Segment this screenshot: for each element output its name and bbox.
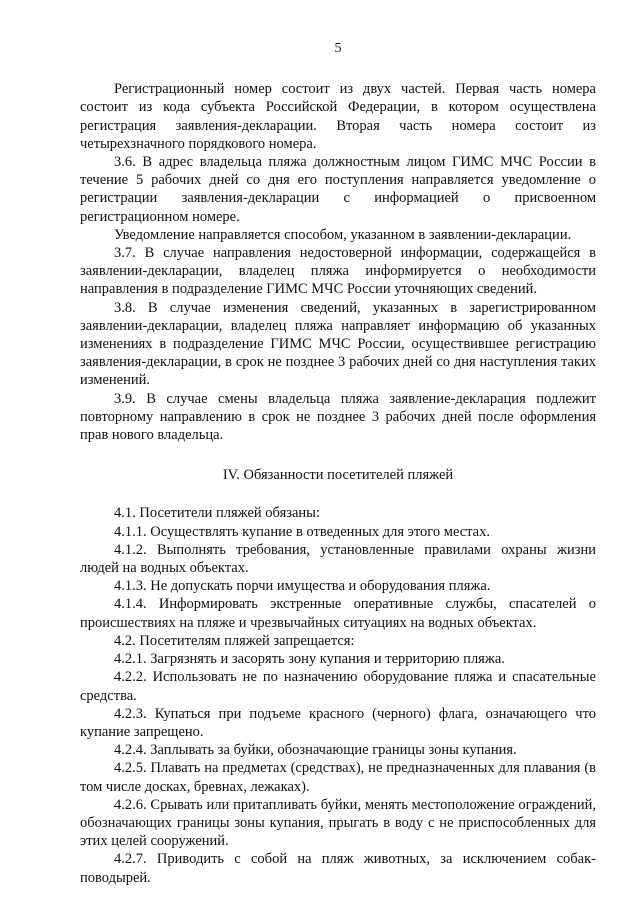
page-number: 5	[334, 41, 342, 56]
paragraph-registration-number: Регистрационный номер состоит из двух частей. Первая часть номера состоит из кода субъекта Российской Федерации, в котором осуществлена регистрация заявления-декларации. Вторая часть номера состоит из четырехзначного порядкового номера.	[80, 81, 596, 152]
paragraph-3-8: 3.8. В случае изменения сведений, указанных в зарегистрированном заявлении-декларации, владелец пляжа направляет информацию об указанных изменениях в подразделение ГИМС МЧС России, осуществившее регистрацию заявления-декларации, в срок не позднее 3 рабочих дней со дня наступления таких изменений.	[80, 299, 596, 389]
paragraph-4-2-6: 4.2.6. Срывать или притапливать буйки, менять местоположение ограждений, обозначающих границы зоны купания, прыгать в воду с не приспособленных для этих целей сооружений.	[80, 796, 596, 850]
paragraph-4-1: 4.1. Посетители пляжей обязаны:	[114, 505, 320, 522]
paragraph-4-2-3: 4.2.3. Купаться при подъеме красного (черного) флага, означающего что купание запрещено.	[80, 705, 596, 740]
paragraph-4-2-2: 4.2.2. Использовать не по назначению оборудование пляжа и спасательные средства.	[80, 669, 596, 704]
paragraph-4-2-1: 4.2.1. Загрязнять и засорять зону купания и территорию пляжа.	[114, 651, 505, 668]
paragraph-3-6: 3.6. В адрес владельца пляжа должностным лицом ГИМС МЧС России в течение 5 рабочих дней со дня его поступления направляется уведомление о регистрации заявления-декларации с информацией о присвоенном регистрационном номере.	[80, 154, 596, 225]
paragraph-4-1-2: 4.1.2. Выполнять требования, установленные правилами охраны жизни людей на водных объектах.	[80, 541, 596, 577]
section-title: IV. Обязанности посетителей пляжей	[222, 467, 454, 484]
paragraph-4-1-4: 4.1.4. Информировать экстренные оперативные службы, спасателей о происшествиях на пляже и чрезвычайных ситуациях на водных объектах.	[80, 596, 596, 631]
section-4	[80, 504, 596, 886]
paragraph-3-7: 3.7. В случае направления недостоверной информации, содержащейся в заявлении-декларации, владелец пляжа информируется о необходимости направления в подразделение ГИМС МЧС России уточняющих сведений.	[80, 245, 596, 298]
paragraph-4-2-4: 4.2.4. Заплывать за буйки, обозначающие границы зоны купания.	[114, 742, 517, 759]
paragraph-4-2: 4.2. Посетителям пляжей запрещается:	[114, 632, 355, 649]
paragraph-4-1-3: 4.1.3. Не допускать порчи имущества и оборудования пляжа.	[114, 578, 491, 595]
paragraph-4-2-7: 4.2.7. Приводить с собой на пляж животных, за исключением собак-поводырей.	[80, 851, 596, 886]
section-3-continuation	[80, 80, 596, 444]
paragraph-4-2-5: 4.2.5. Плавать на предметах (средствах), не предназначенных для плавания (в том числе досках, бревнах, лежаках).	[80, 760, 596, 795]
paragraph-3-9: 3.9. В случае смены владельца пляжа заявление-декларация подлежит повторному направлению в срок не позднее 3 рабочих дней после оформления прав нового владельца.	[80, 390, 596, 444]
paragraph-notification-method: Уведомление направляется способом, указанном в заявлении-декларации.	[114, 226, 572, 243]
paragraph-4-1-1: 4.1.1. Осуществлять купание в отведенных для этого местах.	[114, 523, 490, 540]
